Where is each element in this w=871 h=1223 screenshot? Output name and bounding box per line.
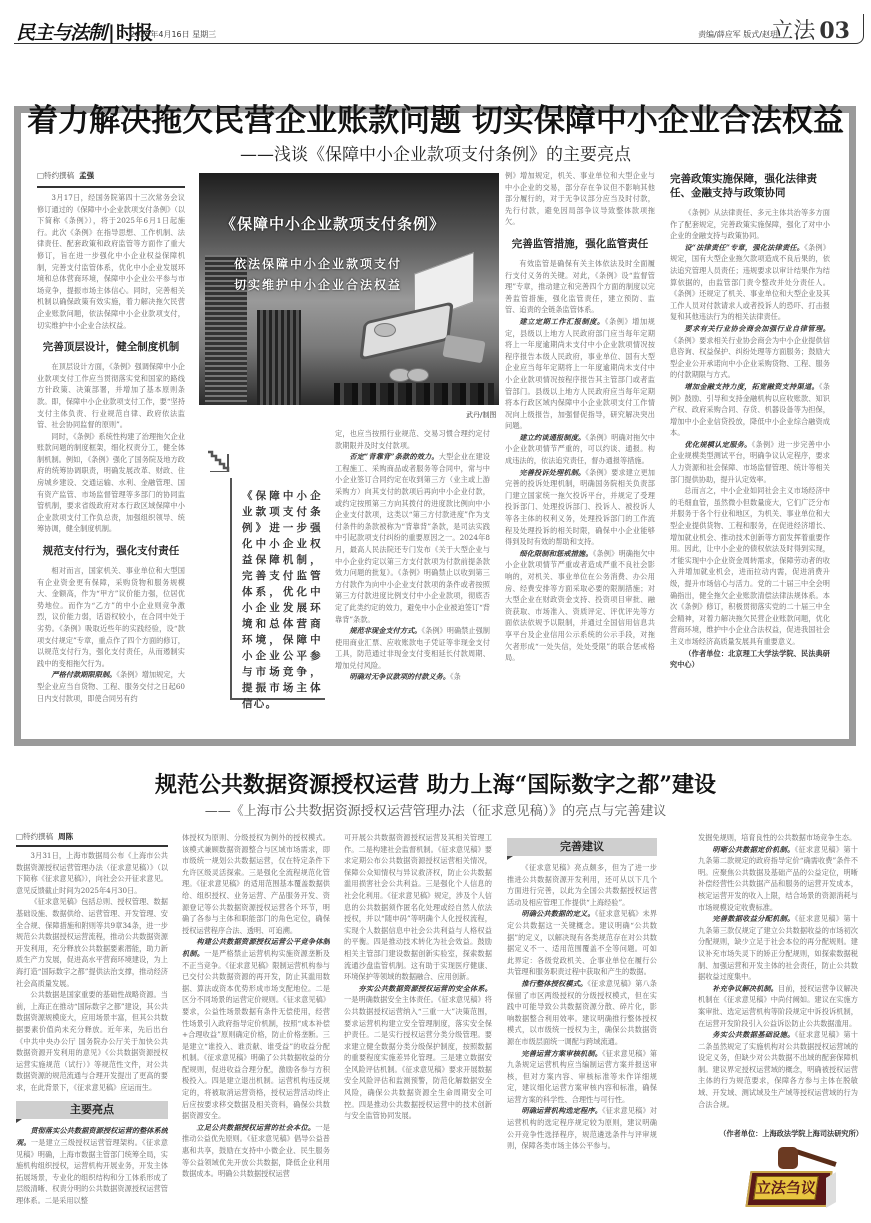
byline-author: 周陈 [58,832,74,841]
lead-in: 明确运营机构选定程序。 [521,1106,603,1116]
paragraph: 在顶层设计方面，《条例》强调保障中小企业款项支付工作应当贯彻落实党和国家的路线方针政策、决策部署，并增加了基本原则条款。即，保障中小企业款项支付工作，要“坚持支付主体负责、行业规范自律、政府依法监管、社会协同监督的原则”。 [37,362,185,430]
lead-in: 建立定期工作汇报制度。 [519,316,605,326]
paragraph: 相对而言，国家机关、事业单位和大型国有企业资金更有保障，采购货物和服务规模大、金额高，作为“甲方”议价能力强，位居优势地位。而作为“乙方”的中小企业则竞争激烈，议价能力弱，话语权较小，在合同中处于劣势。《条例》吸取近些年的实践经验，设“款项支付规定”专章，重点作了四个方面的修订，以规范支付行为，强化支付责任，从而遏制实践中的变相拖欠行为。 [37,566,185,668]
lead-in: 严格付款期限限制。 [51,670,117,680]
lead-in: 规范非现金支付方式。 [349,626,422,636]
paragraph: 《征求意见稿》第八条保留了市区两级授权的分级授权模式，但在实践中可能导致公共数据资源分散、碎片化，影响数据整合利用效率。建议明确推行整体授权模式，以市级统一授权为主，确保公共数据资源在市级层面统一调配与跨域流通。 [507,978,657,1046]
paragraph: 《征求意见稿》未界定公共数据这一关键概念。建议明确“公共数据”的定义，以解决现有各类规范存在对公共数据定义不一、适用范围覆盖不全等问题。可如此界定：各级党政机关、企事业单位在履行公共管理和服务职责过程中获取和产生的数据。 [507,909,657,977]
lead-in: 立足公共数据授权运营的社会本位。 [196,1122,316,1132]
pullquote-rule [230,478,232,698]
article1-column-1 [37,192,185,732]
illustration-line-2: 切实维护中小企业合法权益 [234,278,403,292]
paragraph: 《征求意见稿》对运营机构的选定程序规定较为原则，建议明确公开竞争性选择程序，规范遴选条件与评审规则，保障各类市场主体公平参与。 [507,1106,657,1151]
masthead-curve [854,14,864,44]
lead-in: 完善运营方案审核机制。 [521,1048,603,1058]
byline-label: □特约撰稿 [37,171,75,180]
article2-column-3 [344,832,492,1220]
author-affiliation: （作者单位：上海政法学院上海司法研究所） [719,1129,863,1138]
article2-byline [16,831,73,842]
lead-in: 建立约谈通报制度。 [519,432,586,442]
article2-subheadline: ——《上海市公共数据资源授权运营管理办法（征求意见稿）》的亮点与完善建议 [204,804,667,819]
newspaper-logo: 民主与法制 | 时报 [16,22,152,44]
paragraph: 定，也应当按照行业规范、交易习惯合理约定付款期限并及时支付款项。 [335,429,490,450]
coin-graphic [407,368,429,382]
column-stamp-logo [748,1145,840,1211]
illustration-credit: 武丹/制图 [466,411,497,419]
article2-column-5 [698,832,858,1132]
paragraph: 《条 [450,672,461,682]
pullquote: 《保障中小企业款项支付条例》进一步强化中小企业权益保障机制，完善支付监管体系，优化中小企业发展环境和总体营商环境，保障中小企业公平参与市场竞争，提振市场主体信心。 [242,490,322,710]
paragraph: 《条例》鼓励、引导和支持金融机构以应收账款、知识产权、政府采购合同、存货、机器设备等为担保，增加中小企业信贷投放，降低中小企业综合融资成本。 [670,381,830,438]
paragraph: 目前，授权运营争议解决机制在《征求意见稿》中尚付阙如。建议在实施方案审批、选定运营机构等阶段规定中诉投诉机制，在运营开发阶段引入公益诉讼防止公共数据滥用。 [698,983,858,1028]
author-affiliation: （作者单位：北京理工大学法学院、民法典研究中心） [670,648,830,670]
book-pages-graphic [826,1172,836,1208]
article1-column-2 [335,428,490,728]
lead-in: 明确对无争议款项的付款义务。 [349,672,451,682]
lead-in: 明确公共数据的定义。 [521,909,595,919]
gavel-icon [778,1147,798,1169]
paragraph: 可开展公共数据资源授权运营及其相关管理工作。二是构建社会监督机制。《征求意见稿》要求定期公布公共数据资源授权运营相关情况，保障公众知情权与异议救济权，防止公共数据滥用损害社会公共利益。三是强化个人信息的社会化利用。《征求意见稿》规定，涉及个人信息的公共数据须作匿名化处理或经自然人依法授权，并以“随申码”等明确个人化授权流程，实现个人数据信息中社会公共利益与人格权益的平衡。四是推动技术转化为社会效益。鼓励相关主管部门建设数据创新实验室，探索数据流通沙盘监管机制。这有助于实现医疗健康、环境保护等领域的数据融合、应用创新。 [344,833,492,982]
paragraph: 《条例》增加规定，大型企业应当自货物、工程、服务交付之日起60日内支付款项，即使合同另有约 [37,670,185,703]
lead-in: 推行整体授权模式。 [521,978,588,988]
paragraph: 同时，《条例》系统性构建了治理拖欠企业账款问题的制度框架，细化权责分工，健全体制机制。例如，《条例》强化了国务院及地方政府的统筹协调职责，明确发展改革、财政、住房城乡建设、交通运输、水利、金融管理、国有资产监管、市场监督管理等多部门的协同监管机制，要求省级政府对本行政区域保障中小企业款项支付工作负总责，加强组织领导、统筹协调，健全制度机制。 [37,431,185,534]
paragraph: 体授权为原则、分级授权为例外的授权模式。该模式兼顾数据资源整合与区域市场需求，即市级统一规划公共数据运营，仅在特定条件下允许区级灵活探索。三是强化全流程规范化管理。《征求意见稿》的适用范围基本覆盖数据供给、组织授权、业务运营、产品服务开发、资源登记等公共数据资源授权运营各个环节，明确了各参与主体和职能部门的角色定位，确保授权运营程序合法、透明、可追溯。 [182,833,330,935]
article1-column-4 [670,170,830,730]
article1-column-3 [505,170,655,730]
staircase-quote-icon [208,450,230,472]
paragraph: 《征求意见稿》第十二条虽然规定了实施机构对公共数据授权运营域的设定义务，但缺少对公共数据不出域的配套保障机制。建议界定授权运营域的概念，明确被授权运营主体的行为规范要求，保障各方参与主体在脱敏域、开发域、测试域及生产域等授权运营域的行为合法合规。 [698,1030,858,1109]
lead-in: 细化限制和惩戒措施。 [519,548,593,558]
paragraph: 发掘免规则，培育良性的公共数据市场竞争生态。 [698,833,857,842]
lead-in: 要求有关行业协会商会加强行业自律管理。 [684,323,830,333]
paragraph: 《条例》明确拖欠中小企业款项情节严重或者造成严重不良社会影响的，对机关、事业单位在公务消费、办公用房、经费安排等方面采取必要的限制措施；对大型企业在财政资金支持、投资项目审批、融资获取、市场准入、资质评定、评优评先等方面依法依规予以限制，并通过全国信用信息共享平台及企业信用公示系统的公示手段，对拖欠者形成“一处失信，处处受限”的联合惩戒格局。 [505,548,655,663]
illustration-line-1: 依法保障中小企业款项支付 [234,257,403,271]
paragraph: 大型企业在建设工程施工、采购商品或者服务等合同中，常与中小企业签订合同约定在收到第三方（业主或上游采购方）向其支付的款项后再向中小企业付款，或约定按照第三方向其拨付的进度款比例向中小企业支付款项，这类以“第三方付款进度”作为支付条件的条款被称为“背靠背”条款，是司法实践中引起款项支付纠纷的重要原因之一。2024年8月，最高人民法院还专门发布《关于大型企业与中小企业约定以第三方支付款项为付款前提条款效力问题的批复》。《条例》明确禁止以收到第三方付款作为向中小企业支付款项的条件或者按照第三方付款进度比例支付中小企业款项，彻底否定了此类约定的效力，避免中小企业被迫签订“背靠背”条款。 [335,452,490,624]
paragraph: 《条例》明确禁止强制使用商业汇票、应收账款电子凭证等非现金支付工具，防范通过非现金支付变相延长付款周期、增加兑付风险。 [335,626,490,670]
paragraph: 公共数据是国家重要的基础性战略资源。当前，上海正在推动“国际数字之都”建设，其公共数据资源规模庞大，应用场景丰富，但其公共数据要素价值尚未充分释放。近年来，先后出台《中共中央办公厅 国务院办公厅关于加快公共数据资源开发利用的意见》《公共数据资源授权运营实施规范（试行）》等规范性文件，对公共数据资源的规范流通与合理开发提出了更高的要求，在此背景下，《征求意见稿》应运而生。 [16,990,168,1092]
building-graphic [257,310,301,405]
lead-in: 增加金融支持力度，拓宽融资支持渠道。 [684,381,819,391]
lead-in: 补充争议解决机制。 [712,983,778,993]
section-name: 立法 [771,19,816,44]
lead-in: 优化规模认定服务。 [684,439,752,449]
paragraph: 《条例》从法律责任、多元主体共治等多方面作了配套规定，完善政策实施保障，强化了对中小企业的金融支持与政策协同。 [670,208,830,241]
coin-graphic [374,323,396,337]
paragraph: 《条例》增加规定，县级以上地方人民政府部门应当每年定期将上一年度逾期尚未支付中小企业款项情况按程序报告本级人民政府，事业单位、国有大型企业应当每年定期将上一年度逾期尚未支付中小企业款项情况按程序报告其主管部门或者监管部门。县级以上地方人民政府应当每年定期将本行政区域内保障中小企业款项支付工作情况向上级报告，加强督促指导，研究解决突出问题。 [505,316,655,431]
article-illustration [199,173,499,405]
paragraph: 《条例》进一步完善中小企业规模类型测试平台，明确争议认定程序，要求人力资源和社会保障、市场监督管理、统计等相关部门提供协助，提升认定效率。 [670,439,830,484]
section-label [771,14,850,45]
logo-text: 民主与法制 [16,22,107,44]
lead-in: 否定“背靠背”条款的效力。 [349,452,439,462]
paragraph: 《征求意见稿》第十九条第二款规定的政府指导定价“确需收费”条件不明。应聚焦公共数据及基础产品的公益定位，明晰补偿经营性公共数据产品和服务的运营开发成本，核定运营开发的收入上限，结合场景的资源消耗与市场规模设定收费标准。 [698,844,858,912]
paragraph: 有效监管是确保有关主体依法及时全面履行支付义务的关键。对此，《条例》设“监督管理”专章，推动建立和完善四个方面的制度以完善监管措施，强化监管责任，建立预防、监管、追责的全链条监管体系。 [505,258,655,315]
illustration-title: 《保障中小企业款项支付条例》 [221,215,446,233]
byline-label: □特约撰稿 [16,832,54,841]
paragraph: 一是严格禁止运营机构实施资源垄断及不正当竞争。《征求意见稿》限制运营机构参与已交付公共数据资源的再开发，防止其滥用数据、算法或资本优势形成市场支配地位。二是区分不同场景的运营定价规则。《征求意见稿》要求，公益性场景数据有条件无偿使用，经营性场景引入政府指导定价机制，按照“成本补偿+合理收益”原则确定价格，防止价格垄断。三是建立“谁投入、谁贡献、谁受益”的收益分配机制。《征求意见稿》明确了公共数据收益的分配规则，促进收益合理分配，激励各参与方积极投入。四是建立退出机制。运营机构违反规定的，将被取消运营资格，授权运营活动终止后应按要求移交数据及相关资料，确保公共数据资源安全。 [182,948,330,1121]
lead-in: 构建公共数据资源授权运营公平竞争体制机制。 [182,937,330,958]
section-heading: 规范支付行为，强化支付责任 [42,545,180,558]
byline-rule [37,186,185,188]
paragraph: 一是推动公益优先原则。《征求意见稿》倡导公益普惠和共享，鼓励在支持中小微企业、民生服务等公益领域优先开放公共数据，降低企业利用数据成本。明确公共数据授权运营 [182,1122,330,1179]
lead-in: 夯实公共数据资源授权运营的安全体系。 [358,983,492,993]
paragraph: 《征求意见稿》亮点颇多，但为了进一步推进公共数据资源开发利用，还可从以下几个方面进行完善，以此为全国公共数据授权运营活动及相应管理工作提供“上海经验”。 [507,863,657,907]
article2-column-1 [16,850,168,1220]
lead-in: 务实公共数据基础设施。 [712,1030,795,1040]
paragraph: 《条例》明确对拖欠中小企业款项情节严重的，可以约谈、通报。构成违法的，依法追究责任，督办通报等措施。 [505,432,655,466]
editors-credit: 责编/薛应军 版式/赵玥 [698,30,778,39]
paragraph: 《征求意见稿》第九条规定运营机构应当编制运营方案并报送审核，但对方案内容、审核标准等未作详细规定，建议细化运营方案审核内容和标准，确保运营方案的科学性、合理性与可行性。 [507,1048,657,1104]
article1-headline: 着力解决拖欠民营企业账款问题 切实保障中小企业合法权益 [27,103,844,139]
article2-column-4 [507,834,657,1220]
lead-in: 设“法律责任”专章，强化法律责任。 [684,242,805,252]
card-graphic [442,335,485,364]
paragraph: 3月17日，经国务院第四十三次常务会议修订通过的《保障中小企业款项支付条例》（以下简称《条例》），将于2025年6月1日起施行。此次《条例》在指导思想、工作机制、法律责任、配套政策和政府监管等方面作了重大修订，旨在进一步强化中小企业权益保障机制，完善支付监管体系，优化中小企业发展环境和总体营商环境，保障中小企业公平参与市场竞争，提振市场主体信心。同时，完善相关机制以确保政策有效实施，着力解决拖欠民营企业账款问题，依法保障中小企业款项支付，切实维护中小企业合法权益。 [37,193,185,330]
paragraph: 《条例》要求建立更加完善的投诉处理机制，明确国务院相关负责部门建立国家统一拖欠投诉平台，并规定了受理投诉部门、处理投诉部门、投诉人、被投诉人等各主体的权利义务，处理投诉部门的工作流程及处理投诉的相关时限，确保中小企业能够得到及时有效的帮助和支持。 [505,467,655,547]
section-heading: 完善顶层设计，健全制度机制 [42,341,180,354]
section-heading: 完善监管措施，强化监管责任 [511,237,649,250]
paragraph: 《征求意见稿》第十九条第三款仅规定了建立公共数据收益的市场初次分配规则，缺少立足于社会本位的再分配规则。建议补充市场失灵下的矫正分配规则，如探索数据税制、加强运营和开发主体的社会责任，防止公共数据收益过度集中。 [698,914,858,982]
section-heading: 完善建议 [507,838,657,856]
issue-date: 2025年4月16日 星期三 [130,30,217,39]
masthead [14,18,856,44]
logo-suffix: 时报 [115,22,152,44]
lead-in: 贯彻落实公共数据资源授权运营的整体系统观。 [16,1126,168,1148]
paragraph: 《条例》规定，国有大型企业拖欠款项造成不良后果的，依法追究管理人员责任；违规要求以审计结果作为结算依据的，由监管部门责令整改并处分责任人。《条例》还规定了机关、事业单位和大型企业及其工作人员对付款请求人或者投诉人的恐吓、打击报复和其他违法行为的相关法律责任。 [670,242,830,322]
paragraph: 一是建立三级授权运营管理架构。《征求意见稿》明确，上海市数据主管部门统筹全局，实施机构组织授权，运营机构开展业务，开发主体拓展场景，专业化的组织结构和分工体系形成了层级清晰、权责分明的公共数据资源授权运营管理体系。二是采用以整 [16,1138,168,1206]
skyline-graphic [334,383,494,405]
page-number: 03 [819,18,850,44]
paragraph: 一是明确数据安全主体责任。《征求意见稿》将公共数据授权运营纳入“三重一大”决策范围，要求运营机构建立安全管理制度，落实安全保护责任。二是实行授权运营分类分级管理。要求建立健全数据分类分级保护制度，按照数据的重要程度实施差异化管理。三是建立数据安全风险评估机制。《征求意见稿》要求开展数据安全风险评估和监测预警，防范化解数据安全风险，确保公共数据资源全生命周期安全可控。四是推动公共数据授权运营中的技术创新与安全监管协同发展。 [344,995,492,1121]
article2-headline: 规范公共数据资源授权运营 助力上海“国际数字之都”建设 [155,772,716,798]
paragraph: 总而言之，中小企业如同社会主义市场经济中的毛细血管，虽然微小但数量庞大，它们广泛分布并服务于各个行业和地区，为机关、事业单位和大型企业提供货物、工程和服务，在促进经济增长、增加就业机会、推动技术创新等方面发挥着重要作用。因此，让中小企业的债权依法及时得到实现，才能实现中小企业资金周转需求，保障劳动者的收入并增加就业机会，进而拉动内需，促进消费升级，提升市场信心与活力。党的二十届三中全会明确指出，健全拖欠企业账款清偿法律法规体系。本次《条例》修订，积极贯彻落实党的二十届三中全会精神，对着力解决拖欠民营企业账款问题，优化营商环境，维护中小企业合法权益，促进我国社会主义市场经济高质量发展具有重要意义。 [670,486,830,646]
section-heading: 完善政策实施保障，强化法律责任、金融支持与政策协同 [670,173,817,199]
paragraph: 例》增加规定，机关、事业单位和大型企业与中小企业的交易，部分存在争议但不影响其他部分履行的，对于无争议部分应当及时付款，先行付款，避免因局部争议导致整体款项拖欠。 [505,171,655,227]
byline-rule [16,845,168,847]
lead-in: 完善数据收益分配机制。 [712,914,795,924]
article1-subheadline: ——浅谈《保障中小企业款项支付条例》的主要亮点 [240,145,631,165]
paragraph: 《条例》要求相关行业协会商会为中小企业提供信息咨询、权益保护、纠纷处理等方面服务；鼓励大型企业公开承诺向中小企业采购货物、工程、服务的付款期限与方式。 [670,335,830,380]
paragraph: 《征求意见稿》包括总则、授权管理、数据基础设施、数据供给、运营管理、开发管理、安全合规、保障措施和附则等共9章34条，进一步规范公共数据授权运营流程，推动公共数据资源开发利用，充分释放公共数据要素潜能，助力新质生产力发展，促进高水平营商环境建设，为上海打造“国际数字之都”提供法治支撑，推动经济社会高质量发展。 [16,897,168,988]
lead-in: 完善投诉处理机制。 [519,467,586,477]
lead-in: 明晰公共数据定价机制。 [712,844,795,854]
article1-byline [37,170,94,181]
gavel-handle [792,1148,836,1167]
paragraph: 3月31日，上海市数据局公布《上海市公共数据资源授权运营管理办法（征求意见稿）》（以下简称《征求意见稿》），向社会公开征求意见。意见反馈截止时间为2025年4月30日。 [16,851,168,895]
byline-author: 孟强 [79,171,95,180]
article2-column-2 [182,832,330,1220]
stamp-label: 立法刍议 [753,1176,818,1200]
section-heading: 主要亮点 [16,1101,168,1119]
